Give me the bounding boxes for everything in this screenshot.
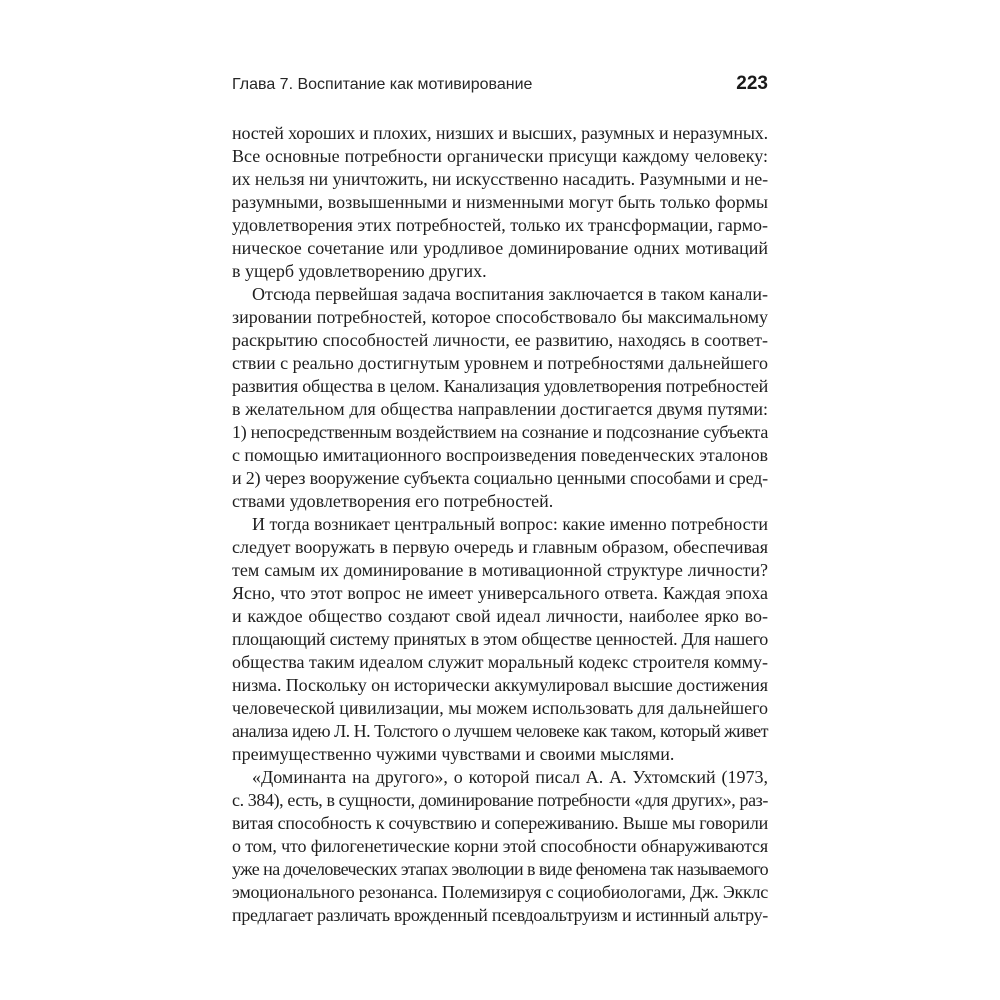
text-line: с. 384), есть, в сущности, доминирование потребности «для других», раз- <box>232 790 768 810</box>
text-line: и 2) через вооружение субъекта социально ценными способами и сред- <box>232 468 768 488</box>
text-line: с помощью имитационного воспроизведения поведенческих эталонов <box>232 445 768 465</box>
text-line: о том, что филогенетические корни этой способности обнаруживаются <box>232 836 768 856</box>
paragraph-3 <box>232 513 768 766</box>
text-line: удовлетворения этих потребностей, только их трансформации, гармо- <box>232 215 768 235</box>
paragraph-4 <box>232 766 768 927</box>
text-line: ностей хороших и плохих, низших и высших, разумных и неразумных. <box>232 123 769 143</box>
text-line: «Доминанта на другого», о которой писал А. А. Ухтомский (1973, <box>252 767 768 787</box>
running-header <box>232 74 768 100</box>
text-line: эмоционального резонанса. Полемизируя с социобиологами, Дж. Экклс <box>232 882 768 902</box>
text-line: И тогда возникает центральный вопрос: какие именно потребности <box>252 514 769 534</box>
text-line: анализа идею Л. Н. Толстого о лучшем человеке как таком, который живет <box>232 721 768 741</box>
text-line: общества таким идеалом служит моральный кодекс строителя комму- <box>232 652 768 672</box>
text-line: ствами удовлетворения его потребностей. <box>232 491 554 511</box>
text-line: Отсюда первейшая задача воспитания заключается в таком канали- <box>252 284 769 304</box>
text-line: их нельзя ни уничтожить, ни искусственно насадить. Разумными и не- <box>232 169 769 189</box>
text-line: разумными, возвышенными и низменными могут быть только формы <box>232 192 768 212</box>
paragraph-1 <box>232 122 768 283</box>
text-line: низма. Поскольку он исторически аккумулировал высшие достижения <box>232 675 768 695</box>
text-line: преимущественно чужими чувствами и своими мыслями. <box>232 744 675 764</box>
text-line: предлагает различать врожденный псевдоальтруизм и истинный альтру- <box>232 905 768 925</box>
text-line: развития общества в целом. Канализация удовлетворения потребностей <box>232 376 769 396</box>
text-line: человеческой цивилизации, мы можем использовать для дальнейшего <box>232 698 769 718</box>
text-line: в желательном для общества направлении достигается двумя путями: <box>232 399 768 419</box>
text-line: раскрытию способностей личности, ее развитию, находясь в соответ- <box>232 330 768 350</box>
text-line: зировании потребностей, которое способствовало бы максимальному <box>232 307 768 327</box>
text-line: в ущерб удовлетворению других. <box>232 261 487 281</box>
text-line: тем самым их доминирование в мотивационной структуре личности? <box>232 560 768 580</box>
page-number: 223 <box>736 73 768 94</box>
body-text <box>232 122 768 927</box>
chapter-title: Глава 7. Воспитание как мотивирование <box>232 76 533 93</box>
paragraph-2 <box>232 283 768 513</box>
text-line: витая способность к сочувствию и сопереживанию. Выше мы говорили <box>232 813 768 833</box>
text-line: Все основные потребности органически присущи каждому человеку: <box>232 146 768 166</box>
text-line: ствии с реально достигнутым уровнем и потребностями дальнейшего <box>232 353 768 373</box>
text-line: площающий систему принятых в этом обществе ценностей. Для нашего <box>232 629 769 649</box>
text-line: 1) непосредственным воздействием на сознание и подсознание субъекта <box>232 422 769 442</box>
text-line: и каждое общество создают свой идеал личности, наиболее ярко во- <box>232 606 768 626</box>
text-line: уже на дочеловеческих этапах эволюции в виде феномена так называемого <box>232 859 769 879</box>
text-line: следует вооружать в первую очередь и главным образом, обеспечивая <box>232 537 768 557</box>
text-line: Ясно, что этот вопрос не имеет универсального ответа. Каждая эпоха <box>232 583 768 603</box>
text-line: ническое сочетание или уродливое доминирование одних мотиваций <box>232 238 768 258</box>
